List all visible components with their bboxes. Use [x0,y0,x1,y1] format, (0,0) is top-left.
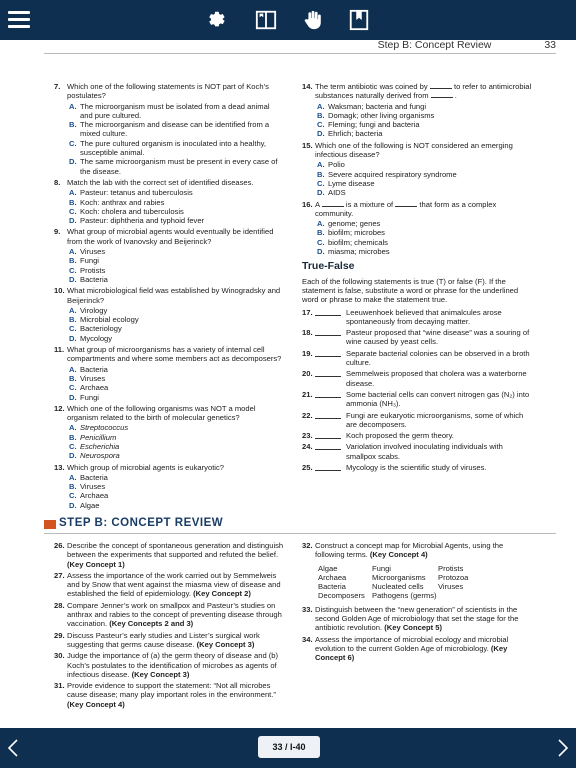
answer-option[interactable] [69,482,284,491]
question-item [302,141,532,198]
question-number: 25. [302,462,313,472]
statement-text: Pasteur proposed that “wine disease” was a souring of wine caused by yeast cells. [346,328,530,347]
option-text: Microbial ecology [80,315,139,325]
question-number: 14. [302,82,313,91]
left-question-column [54,82,284,512]
option-text: AIDS [328,188,346,198]
statement-text: Mycology is the scientific study of viruses. [346,462,487,472]
question-number: 18. [302,328,313,338]
option-letter: D. [69,392,77,402]
answer-option[interactable] [69,433,284,442]
question-item [302,605,532,633]
answer-options [317,102,532,139]
question-number: 23. [302,431,313,441]
question-number: 24. [302,442,313,452]
option-letter: B. [69,120,77,130]
answer-option[interactable] [317,219,532,228]
question-number: 19. [302,348,313,358]
option-text: Mycology [80,333,113,343]
right-question-column [302,82,532,474]
option-text: Viruses [80,373,106,383]
option-letter: B. [69,432,77,442]
answer-options [69,306,284,343]
question-number: 12. [54,403,65,413]
true-false-item [302,442,532,461]
option-text: Bacteria [80,364,108,374]
option-letter: A. [69,247,77,257]
question-number: 31. [54,681,65,691]
answer-option[interactable] [69,139,284,158]
question-text: Judge the importance of (a) the germ theory of disease and (b) Koch’s postulates to the identification of microbes as agents of infectious disease. [67,651,279,679]
question-number: 9. [54,227,61,237]
key-concept-ref: (Key Concept 4) [369,550,428,560]
question-text: Construct a concept map for Microbial Agents, using the following terms. [315,541,504,560]
key-concept-ref: (Key Concept 1) [67,559,125,569]
answer-option[interactable] [317,247,532,256]
concept-term: Protists [438,563,464,573]
option-letter: A. [69,423,77,433]
section-divider [44,533,556,534]
answer-blank[interactable] [315,431,341,439]
option-text: The same microorganism must be present in every case of the disease. [80,157,278,176]
answer-blank[interactable] [315,308,341,316]
question-text: What group of microorganisms has a variety of internal cell compartments and where some members act as decomposers? [67,345,282,364]
option-text: Protists [80,265,106,275]
option-text: Pasteur: tetanus and tuberculosis [80,188,193,198]
concept-review-right [302,541,532,665]
answer-options [317,160,532,197]
question-number: 20. [302,369,313,379]
question-item [54,82,284,176]
question-number: 8. [54,177,61,187]
true-false-item [302,411,532,430]
answer-option[interactable] [69,188,284,197]
question-item [54,286,284,343]
question-number: 34. [302,634,313,644]
statement-text: Leeuwenhoek believed that animalcules arose spontaneously from decaying matter. [346,307,502,326]
question-item [54,404,284,461]
concept-term: Pathogens (germs) [372,591,437,601]
key-concept-ref: (Key Concepts 2 and 3) [109,619,194,629]
question-item [54,651,284,679]
question-number: 13. [54,462,65,472]
option-letter: D. [317,188,325,198]
answer-option[interactable] [317,120,532,129]
option-text: Severe acquired respiratory syndrome [328,169,457,179]
statement-text: Fungi are eukaryotic microorganisms, some of which are decomposers. [346,410,524,429]
option-letter: B. [69,197,77,207]
concept-term: Bacteria [318,582,346,592]
question-text: Discuss Pasteur’s early studies and Lister’s surgical work suggesting that germs cause disease. [67,630,260,649]
option-text: Bacteriology [80,324,122,334]
book-icon[interactable] [255,9,277,31]
true-false-item [302,328,532,347]
option-text: Escherichia [80,441,120,451]
key-concept-ref: (Key Concept 2) [193,589,251,599]
option-letter: C. [69,265,77,275]
concept-term: Decomposers [318,591,365,601]
answer-option[interactable] [69,247,284,256]
page-number: 33 [544,39,556,51]
question-number: 33. [302,604,313,614]
answer-option[interactable] [317,170,532,179]
option-letter: B. [317,110,325,120]
true-false-item [302,308,532,327]
option-text: Virology [80,305,108,315]
question-text: that form as a complex community. [315,199,497,218]
option-letter: D. [69,216,77,226]
answer-option[interactable] [317,238,532,247]
question-number: 21. [302,389,313,399]
question-text: Which one of the following organisms was NOT a model organism related to the birth of molecular genetics? [67,403,256,423]
answer-option[interactable] [69,374,284,383]
question-item [54,571,284,599]
question-number: 15. [302,140,313,150]
question-number: 22. [302,410,313,420]
next-page-icon[interactable] [556,738,570,758]
option-letter: A. [69,188,77,198]
option-text: Koch: cholera and tuberculosis [80,206,184,216]
option-text: Algae [80,500,100,510]
question-text: Assess the importance of the work carried out by Semmelweis and by Snow that went against the miasma view of disease and established the field of epidemiology. [67,570,281,599]
option-letter: A. [317,160,325,170]
answer-option[interactable] [69,324,284,333]
hand-icon[interactable] [302,9,324,31]
option-text: Lyme disease [328,178,375,188]
true-false-intro: Each of the following statements is true (T) or false (F). If the statement is false, substitute a word or phrase for the underlined word or phrase to make the statement true. [302,276,519,305]
question-number: 28. [54,600,65,610]
section-marker [44,520,56,529]
concept-map-terms [318,564,532,601]
option-letter: A. [69,472,77,482]
gear-icon[interactable] [205,9,227,31]
question-number: 30. [54,651,65,661]
question-number: 26. [54,541,65,550]
answer-blank[interactable] [315,390,341,398]
option-text: genome; genes [328,219,381,229]
question-number: 10. [54,286,65,296]
concept-term: Fungi [372,563,391,573]
option-letter: C. [69,491,77,501]
option-letter: D. [69,500,77,510]
option-letter: D. [69,333,77,343]
concept-term: Microorganisms [372,572,426,582]
answer-option[interactable] [317,102,532,111]
answer-option[interactable] [69,216,284,225]
answer-options [69,102,284,176]
answer-option[interactable] [69,491,284,500]
concept-term: Viruses [438,582,464,592]
key-concept-ref: (Key Concept 3) [131,669,190,679]
option-text: The pure cultured organism is inoculated into a healthy, susceptible animal. [80,138,267,158]
bookmark-icon[interactable] [348,9,370,31]
header-divider [44,53,556,54]
answer-blank[interactable] [322,200,344,207]
answer-blank[interactable] [395,200,417,207]
option-text: Waksman; bacteria and fungi [328,101,427,111]
question-text: . [454,91,457,101]
option-letter: D. [69,274,77,284]
question-text: What microbiological field was established by Winogradsky and Beijerinck? [67,286,281,305]
key-concept-ref: (Key Concept 5) [384,623,443,633]
option-text: Archaea [80,491,109,501]
statement-text: Separate bacterial colonies can be observed in a broth culture. [346,348,530,368]
answer-options [69,473,284,510]
question-text: What group of microbial agents would eventually be identified from the work of Ivanovsky and Beijerinck? [67,227,274,246]
option-letter: A. [69,305,77,315]
question-text: Compare Jenner’s work on smallpox and Pasteur’s studies on anthrax and rabies to the concept of preventing disease through vaccination. [67,600,282,629]
option-letter: D. [69,451,77,461]
page-header [378,39,556,51]
question-text: Describe the concept of spontaneous generation and distinguish between the experiments that supported and refuted the belief. [67,541,284,560]
answer-option[interactable] [69,365,284,374]
true-false-item [302,463,532,472]
answer-option[interactable] [69,315,284,324]
answer-option[interactable] [317,111,532,120]
option-letter: A. [317,219,325,229]
option-text: The microorganism and disease can be identified from a mixed culture. [80,120,270,139]
option-letter: A. [69,364,77,374]
option-letter: D. [317,129,325,139]
question-item [302,82,532,139]
key-concept-ref: (Key Concept 3) [196,639,255,649]
question-number: 29. [54,630,65,640]
key-concept-ref: (Key Concept 6) [315,643,508,663]
option-text: Viruses [80,247,106,257]
option-letter: B. [69,373,77,383]
option-letter: B. [69,256,77,266]
statement-text: Koch proposed the germ theory. [346,431,454,441]
option-letter: C. [317,120,325,130]
option-text: Neurospora [80,451,120,461]
option-letter: C. [69,324,77,334]
answer-option[interactable] [69,334,284,343]
answer-option[interactable] [69,306,284,315]
question-item [54,681,284,709]
question-item [54,541,284,569]
answer-option[interactable] [69,473,284,482]
bottom-toolbar [0,728,576,768]
question-item [54,178,284,225]
answer-option[interactable] [69,256,284,265]
option-letter: D. [69,157,77,167]
answer-blank[interactable] [315,411,341,419]
option-letter: A. [317,101,325,111]
answer-blank[interactable] [315,442,341,450]
question-number: 27. [54,570,65,580]
answer-option[interactable] [69,383,284,392]
question-item [54,601,284,629]
concept-term: Archaea [318,572,347,582]
answer-option[interactable] [69,275,284,284]
option-letter: B. [317,228,325,238]
concept-review-left [54,541,284,711]
answer-blank[interactable] [315,369,341,377]
step-b-heading: STEP B: CONCEPT REVIEW [59,517,224,529]
question-text: to refer to antimicrobial substances naturally derived from [315,82,532,101]
option-letter: C. [69,138,77,148]
question-text: Provide evidence to support the statement: “Not all microbes cause disease; many play important roles in the environment.” [67,681,276,700]
question-text: A [315,199,320,209]
option-text: biofilm; chemicals [328,237,388,247]
question-item [302,200,532,257]
option-text: Bacteria [80,472,108,482]
concept-term: Nucleated cells [372,582,424,592]
question-text: Assess the importance of microbial ecology and microbial evolution to the current Golden Age of microbiology. [315,634,509,653]
question-text: is a mixture of [345,199,394,209]
option-letter: C. [317,178,325,188]
answer-option[interactable] [69,102,284,121]
top-toolbar [0,0,576,40]
answer-options [317,219,532,256]
concept-term [438,591,494,600]
question-text: Which one of the following is NOT considered an emerging infectious disease? [315,140,513,160]
answer-blank[interactable] [430,82,452,89]
true-false-item [302,349,532,368]
question-number: 17. [302,307,313,317]
answer-option[interactable] [69,266,284,275]
option-text: biofilm; microbes [328,228,385,238]
question-text: The term antibiotic was coined by [315,82,428,91]
option-text: The microorganism must be isolated from a dead animal and pure cultured. [80,101,270,120]
option-text: Polio [328,160,345,170]
menu-icon[interactable] [8,11,30,29]
question-number: 16. [302,199,313,209]
option-text: Penicillium [80,432,117,442]
question-text: Which one of the following statements is NOT part of Koch’s postulates? [67,82,269,101]
answer-option[interactable] [69,120,284,139]
question-number: 32. [302,541,313,550]
answer-option[interactable] [69,423,284,432]
option-letter: C. [317,237,325,247]
answer-option[interactable] [69,393,284,402]
answer-option[interactable] [69,198,284,207]
answer-option[interactable] [69,442,284,451]
option-letter: B. [317,169,325,179]
answer-option[interactable] [317,129,532,138]
option-text: Viruses [80,482,106,492]
option-letter: A. [69,101,77,111]
true-false-heading: True-False [302,260,355,273]
answer-blank[interactable] [315,349,341,357]
true-false-item [302,369,532,388]
option-text: Fungi [80,256,99,266]
answer-options [69,247,284,284]
option-text: Streptococcus [80,423,129,433]
section-title: Step B: Concept Review [377,39,492,51]
question-item [54,463,284,510]
question-item [54,345,284,402]
answer-blank[interactable] [315,463,341,471]
option-letter: B. [69,315,77,325]
answer-option[interactable] [69,157,284,176]
previous-page-icon[interactable] [6,738,20,758]
page-indicator[interactable]: 33 / I-40 [258,736,320,758]
option-letter: C. [69,441,77,451]
concept-term: Algae [318,563,338,573]
question-item [54,631,284,650]
option-letter: D. [317,247,325,257]
option-text: Koch: anthrax and rabies [80,197,165,207]
question-item [54,227,284,284]
true-false-item [302,431,532,440]
answer-option[interactable] [317,160,532,169]
option-letter: C. [69,383,77,393]
option-letter: C. [69,206,77,216]
question-text: Which group of microbial agents is eukaryotic? [67,462,225,472]
option-text: Bacteria [80,274,108,284]
statement-text: Variolation involved inoculating individuals with smallpox scabs. [346,442,503,461]
answer-option[interactable] [317,228,532,237]
key-concept-ref: (Key Concept 4) [67,699,125,709]
question-number: 7. [54,82,61,91]
answer-blank[interactable] [315,328,341,336]
true-false-item [302,390,532,409]
answer-options [69,188,284,225]
answer-option[interactable] [69,207,284,216]
question-text: Distinguish between the “new generation” of scientists in the second Golden Age of microbiology that set the stage for the antibiotic revolution. [315,604,519,633]
answer-blank[interactable] [431,91,453,98]
answer-options [69,423,284,460]
statement-text: Semmelweis proposed that cholera was a waterborne disease. [346,369,527,388]
option-text: Pasteur: diphtheria and typhoid fever [80,216,205,226]
statement-text: Some bacterial cells can convert nitrogen gas (N₂) into ammonia (NH₃). [346,389,530,409]
question-item [302,541,532,560]
option-text: Archaea [80,383,109,393]
option-text: miasma; microbes [328,247,390,257]
question-item [302,635,532,663]
answer-option[interactable] [317,188,532,197]
answer-option[interactable] [69,451,284,460]
option-text: Domagk; other living organisms [328,110,435,120]
option-text: Fungi [80,392,99,402]
option-text: Fleming; fungi and bacteria [328,120,420,130]
question-number: 11. [54,345,65,355]
option-text: Ehrlich; bacteria [328,129,383,139]
option-letter: B. [69,482,77,492]
concept-term: Protozoa [438,572,469,582]
answer-options [69,365,284,402]
answer-option[interactable] [69,501,284,510]
question-text: Match the lab with the correct set of identified diseases. [67,177,254,187]
answer-option[interactable] [317,179,532,188]
